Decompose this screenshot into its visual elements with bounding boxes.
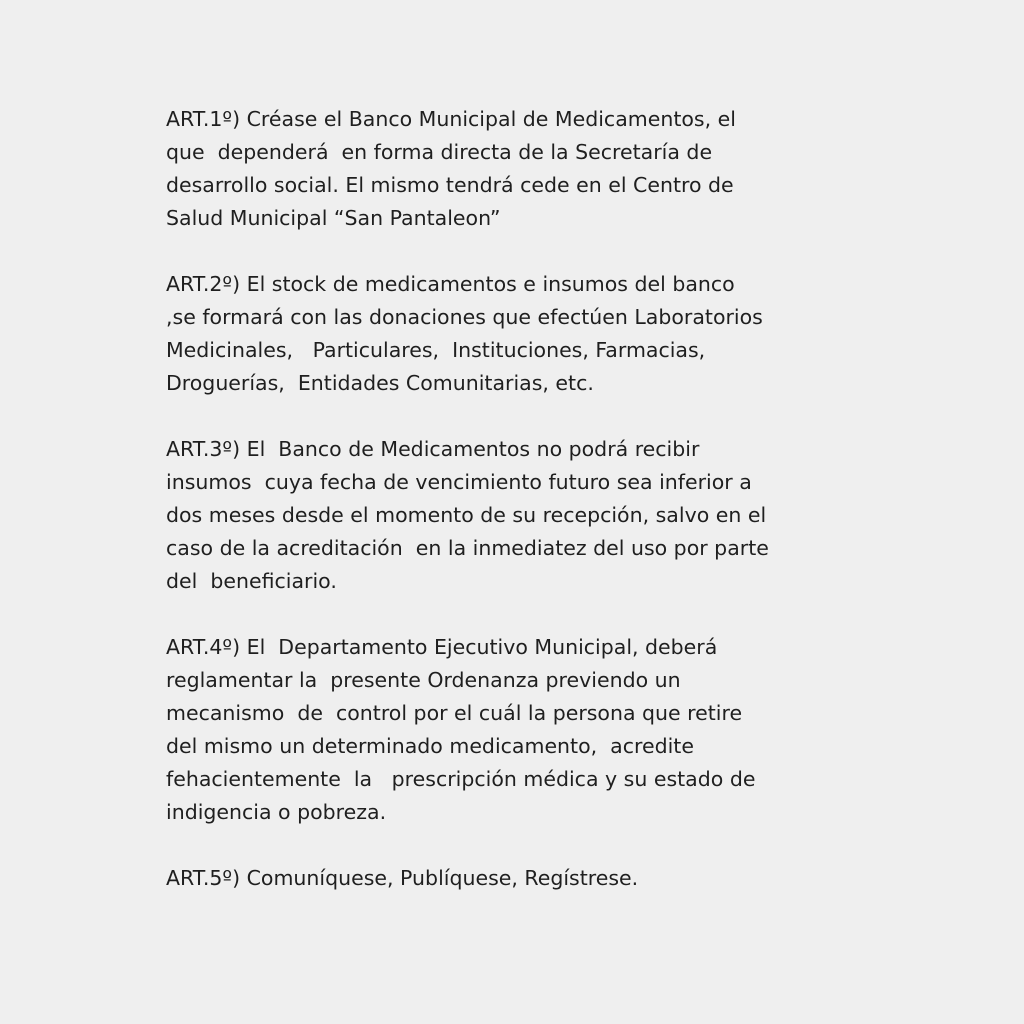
- article-line: [166, 268, 866, 301]
- article-line: insumos cuya fecha de vencimiento futuro sea inferior a: [166, 470, 752, 494]
- article-text: El Banco de Medicamentos no podrá recibir: [240, 437, 700, 461]
- article-label: ART.2º): [166, 272, 241, 296]
- article-label: ART.4º): [166, 635, 241, 659]
- article-line: desarrollo social. El mismo tendrá cede en el Centro de: [166, 173, 734, 197]
- article-label: ART.5º): [166, 866, 241, 890]
- article-text: El stock de medicamentos e insumos del banco: [240, 272, 735, 296]
- article-line: [166, 631, 866, 664]
- article-3: [166, 433, 866, 598]
- article-line: [166, 862, 866, 895]
- article-line: reglamentar la presente Ordenanza previendo un: [166, 668, 681, 692]
- article-label: ART.1º): [166, 107, 241, 131]
- article-text: El Departamento Ejecutivo Municipal, deberá: [240, 635, 718, 659]
- article-line: caso de la acreditación en la inmediatez del uso por parte: [166, 536, 769, 560]
- article-line: que dependerá en forma directa de la Secretaría de: [166, 140, 713, 164]
- article-label: ART.3º): [166, 437, 241, 461]
- article-line: del mismo un determinado medicamento, acredite: [166, 734, 694, 758]
- article-line: fehacientemente la prescripción médica y su estado de: [166, 767, 756, 791]
- article-1: [166, 103, 866, 235]
- article-line: [166, 433, 866, 466]
- article-line: ,se formará con las donaciones que efectúen Laboratorios: [166, 305, 763, 329]
- article-text: Comuníquese, Publíquese, Regístrese.: [240, 866, 639, 890]
- article-line: mecanismo de control por el cuál la persona que retire: [166, 701, 743, 725]
- article-line: indigencia o pobreza.: [166, 800, 387, 824]
- article-line: dos meses desde el momento de su recepción, salvo en el: [166, 503, 767, 527]
- article-line: del beneficiario.: [166, 569, 337, 593]
- article-line: Medicinales, Particulares, Instituciones, Farmacias,: [166, 338, 706, 362]
- article-4: [166, 631, 866, 829]
- article-2: [166, 268, 866, 400]
- document-page: [166, 103, 866, 895]
- article-line: [166, 103, 866, 136]
- article-line: Salud Municipal “San Pantaleon”: [166, 206, 501, 230]
- article-text: Créase el Banco Municipal de Medicamentos, el: [240, 107, 736, 131]
- article-5: [166, 862, 866, 895]
- article-line: Droguerías, Entidades Comunitarias, etc.: [166, 371, 594, 395]
